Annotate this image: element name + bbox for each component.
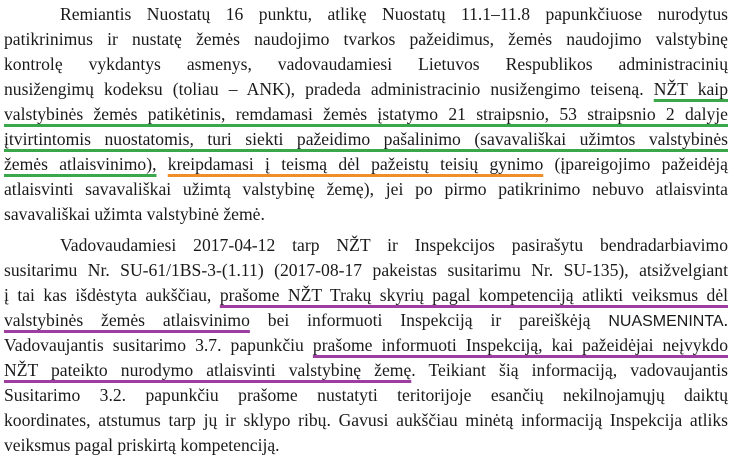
text-line: atlaisvinti savavališkai užimtą valstybinę žemę), jei po pirmo patikrinimo nebuvo atlaisvinta bbox=[4, 179, 728, 199]
text-segment: į tai kas išdėstyta aukščiau, bbox=[4, 285, 212, 305]
redacted-name: NUASMENINTA bbox=[608, 313, 724, 330]
highlight-green: NŽT kaip bbox=[653, 79, 728, 99]
text-line bbox=[4, 283, 728, 308]
text-segment: Vadovaujantis susitarimo 3.7. papunkčiu bbox=[4, 335, 304, 355]
text-line: Vadovaudamiesi 2017-04-12 tarp NŽT ir Inspekcijos pasirašytu bendradarbiavimo bbox=[60, 235, 728, 255]
text-segment bbox=[4, 360, 728, 380]
text-line: Remiantis Nuostatų 16 punktu, atlikę Nuostatų 11.1–11.8 papunkčiuose nurodytus bbox=[60, 4, 728, 24]
text-segment: (įpareigojimo pažeidėją bbox=[554, 154, 728, 174]
text-line: koordinates, atstumus tarp jų ir sklypo ribų. Gavusi aukščiau minėtą informaciją Inspekcija atliks bbox=[4, 410, 728, 430]
highlight-purple: prašome NŽT Trakų skyrių pagal kompetenciją atlikti veiksmus dėl bbox=[219, 285, 729, 305]
highlight-green-line: įtvirtintomis nuostatomis, turi siekti pažeidimo pašalinimo (savavališkai užimtos valstybinės bbox=[4, 129, 728, 149]
text-line bbox=[4, 308, 728, 333]
text-line: Susitarimo 3.2. papunkčiu prašome nustatyti teritorijoje esančių nekilnojamųjų daiktų bbox=[4, 385, 728, 405]
highlight-purple: valstybinės žemės atlaisvinimo bbox=[4, 310, 250, 330]
text-segment: nusižengimų kodeksu (toliau – ANK), pradeda administracinio nusižengimo teiseną. bbox=[4, 79, 644, 99]
text-line: kontrolę vykdantys asmenys, vadovaudamiesi Lietuvos Respublikos administracinių bbox=[4, 54, 728, 74]
highlight-purple: NŽT pateikto nurodymo atlaisvinti valstybinę žemę bbox=[4, 360, 412, 380]
text-line bbox=[4, 152, 728, 177]
text-line: patikrinimus ir nustatę žemės naudojimo tvarkos pažeidimus, žemės naudojimo valstybinę bbox=[4, 29, 728, 49]
text-line bbox=[4, 333, 728, 358]
text-line: veiksmus pagal priskirtą kompetenciją. bbox=[4, 435, 280, 455]
highlight-orange: kreipdamasi į teismą dėl pažeistų teisių gynimo bbox=[167, 154, 544, 174]
text-segment: bei informuoti Inspekciją ir pareiškėją bbox=[267, 310, 591, 330]
highlight-green-line: valstybinės žemės patikėtinis, remdamasi žemės įstatymo 21 straipsnio, 53 straipsnio 2 dalyje bbox=[4, 104, 728, 124]
text-line: susitarimu Nr. SU-61/1BS-3-(1.11) (2017-08-17 pakeistas susitarimu Nr. SU-135), atsižvelgiant bbox=[4, 260, 728, 280]
text-segment: . Teikiant šią informaciją, vadovaujantis bbox=[411, 360, 728, 380]
text-segment: . bbox=[723, 310, 728, 330]
text-line bbox=[4, 358, 728, 383]
text-line bbox=[4, 77, 728, 102]
text-segment bbox=[608, 310, 728, 330]
highlight-purple: prašome informuoti Inspekciją, kai pažeidėjai neįvykdo bbox=[312, 335, 728, 355]
text-line: savavališkai užimta valstybinė žemė. bbox=[4, 204, 265, 224]
highlight-green: žemės atlaisvinimo), bbox=[4, 154, 157, 174]
